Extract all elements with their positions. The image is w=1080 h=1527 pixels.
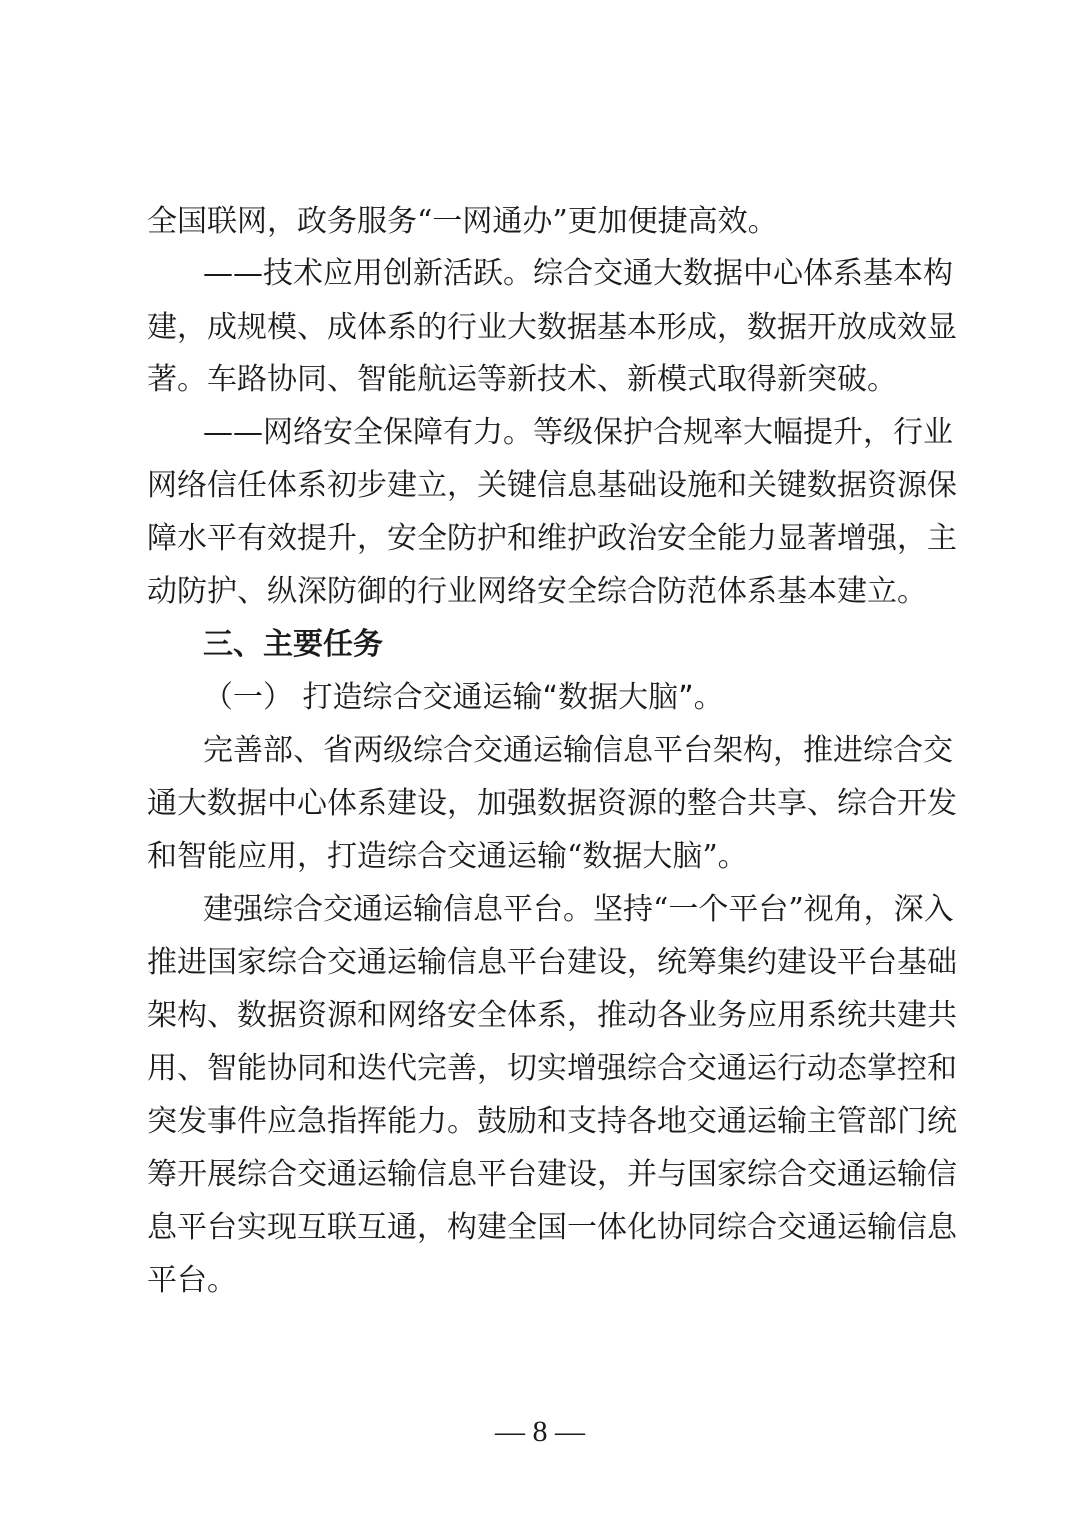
text-line: 障水平有效提升，安全防护和维护政治安全能力显著增强，主 <box>147 521 957 556</box>
text-line: ——技术应用创新活跃。综合交通大数据中心体系基本构 <box>203 256 953 291</box>
text-line: 用、智能协同和迭代完善，切实增强综合交通运行动态掌控和 <box>147 1051 957 1086</box>
text-line: 全国联网，政务服务“一网通办”更加便捷高效。 <box>147 204 778 239</box>
text-line: 突发事件应急指挥能力。鼓励和支持各地交通运输主管部门统 <box>147 1104 957 1139</box>
text-line: 动防护、纵深防御的行业网络安全综合防范体系基本建立。 <box>147 574 927 609</box>
text-line: 建，成规模、成体系的行业大数据基本形成，数据开放成效显 <box>147 310 957 345</box>
text-line: 建强综合交通运输信息平台。坚持“一个平台”视角，深入 <box>203 892 954 927</box>
text-line: 推进国家综合交通运输信息平台建设，统筹集约建设平台基础 <box>147 945 957 980</box>
text-line: 网络信任体系初步建立，关键信息基础设施和关键数据资源保 <box>147 468 957 503</box>
section-heading: 三、主要任务 <box>203 627 383 662</box>
text-line: ——网络安全保障有力。等级保护合规率大幅提升，行业 <box>203 415 953 450</box>
text-line: 息平台实现互联互通，构建全国一体化协同综合交通运输信息 <box>147 1210 957 1245</box>
text-line: 通大数据中心体系建设，加强数据资源的整合共享、综合开发 <box>147 786 957 821</box>
text-line: 筹开展综合交通运输信息平台建设，并与国家综合交通运输信 <box>147 1157 957 1192</box>
text-line: 和智能应用，打造综合交通运输“数据大脑”。 <box>147 839 748 874</box>
text-line: 完善部、省两级综合交通运输信息平台架构，推进综合交 <box>203 733 953 768</box>
subsection-heading: （一） 打造综合交通运输“数据大脑”。 <box>203 680 724 715</box>
page-number: — 8 — <box>495 1415 585 1448</box>
text-line: 平台。 <box>147 1263 237 1298</box>
text-line: 著。车路协同、智能航运等新技术、新模式取得新突破。 <box>147 362 897 397</box>
text-line: 架构、数据资源和网络安全体系，推动各业务应用系统共建共 <box>147 998 957 1033</box>
